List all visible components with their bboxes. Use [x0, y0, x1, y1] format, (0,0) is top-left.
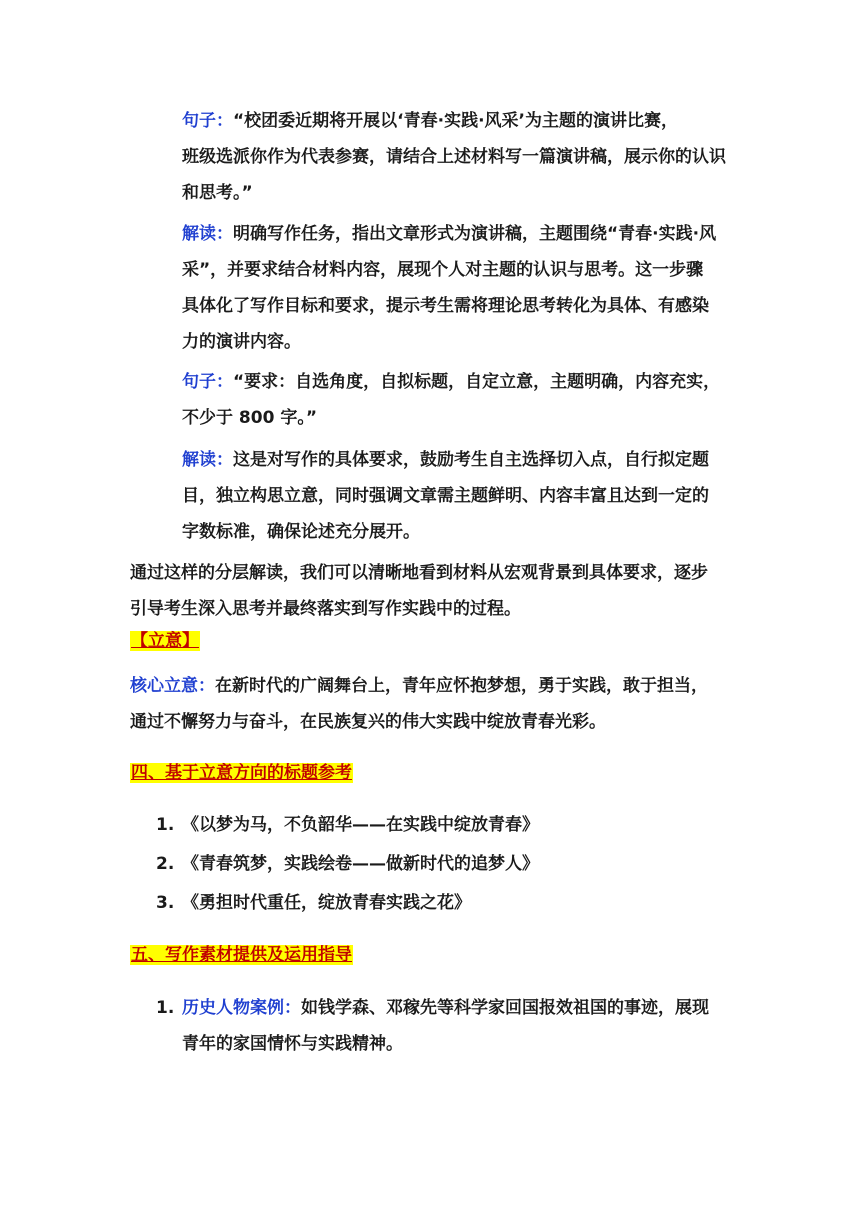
sentence-text-line: 班级选派你作为代表参赛，请结合上述材料写一篇演讲稿，展示你的认识 [182, 147, 726, 167]
material-text-line: 如钱学森、邓稼先等科学家回国报效祖国的事迹，展现 [301, 998, 709, 1018]
material-list [156, 990, 736, 1062]
interpretation-block-1 [182, 216, 738, 360]
list-item [156, 885, 736, 921]
sentence-label: 句子： [182, 372, 233, 392]
sentence-block-1 [182, 103, 738, 211]
core-idea-text-line: 在新时代的广阔舞台上，青年应怀抱梦想，勇于实践，敢于担当， [215, 676, 708, 696]
list-number: 1. [156, 815, 175, 835]
section5-heading-row [130, 937, 730, 973]
interpretation-text-line: 采”，并要求结合材料内容，展现个人对主题的认识与思考。这一步骤 [182, 260, 704, 280]
interpretation-text-line: 目，独立构思立意，同时强调文章需主题鲜明、内容丰富且达到一定的 [182, 486, 709, 506]
interpretation-text-line: 字数标准，确保论述充分展开。 [182, 522, 420, 542]
sentence-text-line: “校团委近期将开展以‘青春·实践·风采’为主题的演讲比赛， [233, 111, 679, 131]
interpretation-text-line: 这是对写作的具体要求，鼓励考生自主选择切入点，自行拟定题 [233, 450, 709, 470]
list-number: 3. [156, 893, 175, 913]
core-idea-label: 核心立意： [130, 676, 215, 696]
list-item-text: 《青春筑梦，实践绘卷——做新时代的追梦人》 [182, 854, 539, 874]
core-idea-text-line: 通过不懈努力与奋斗，在民族复兴的伟大实践中绽放青春光彩。 [130, 712, 606, 732]
list-number: 2. [156, 854, 175, 874]
sentence-block-2 [182, 364, 738, 436]
interpretation-text-line: 具体化了写作目标和要求，提示考生需将理论思考转化为具体、有感染 [182, 296, 709, 316]
section5-heading: 五、写作素材提供及运用指导 [131, 945, 352, 965]
liyi-heading [130, 623, 730, 659]
sentence-text-line: “要求：自选角度，自拟标题，自定立意，主题明确，内容充实， [233, 372, 721, 392]
section-heading-liyi: 【立意】 [131, 631, 199, 651]
section4-heading-row [130, 755, 730, 791]
summary-paragraph [130, 555, 730, 627]
sentence-text-line: 不少于 800 字。” [182, 408, 317, 428]
list-number: 1. [156, 998, 175, 1018]
sentence-text-line: 和思考。” [182, 183, 253, 203]
material-label: 历史人物案例： [182, 998, 301, 1018]
sentence-label: 句子： [182, 111, 233, 131]
summary-line: 通过这样的分层解读，我们可以清晰地看到材料从宏观背景到具体要求，逐步 [130, 563, 708, 583]
list-item [156, 846, 736, 882]
list-item [156, 990, 736, 1062]
interpretation-text-line: 力的演讲内容。 [182, 332, 301, 352]
list-item-text: 《勇担时代重任，绽放青春实践之花》 [182, 893, 471, 913]
material-text-line: 青年的家国情怀与实践精神。 [182, 1034, 403, 1054]
core-idea-block [130, 668, 730, 740]
interpretation-block-2 [182, 442, 738, 550]
section4-heading: 四、基于立意方向的标题参考 [131, 763, 352, 783]
interpretation-text-line: 明确写作任务，指出文章形式为演讲稿，主题围绕“青春·实践·风 [233, 224, 717, 244]
summary-line: 引导考生深入思考并最终落实到写作实践中的过程。 [130, 599, 521, 619]
title-reference-list [156, 807, 736, 921]
list-item [156, 807, 736, 843]
interpretation-label: 解读： [182, 224, 233, 244]
list-item-text: 《以梦为马，不负韶华——在实践中绽放青春》 [182, 815, 539, 835]
interpretation-label: 解读： [182, 450, 233, 470]
